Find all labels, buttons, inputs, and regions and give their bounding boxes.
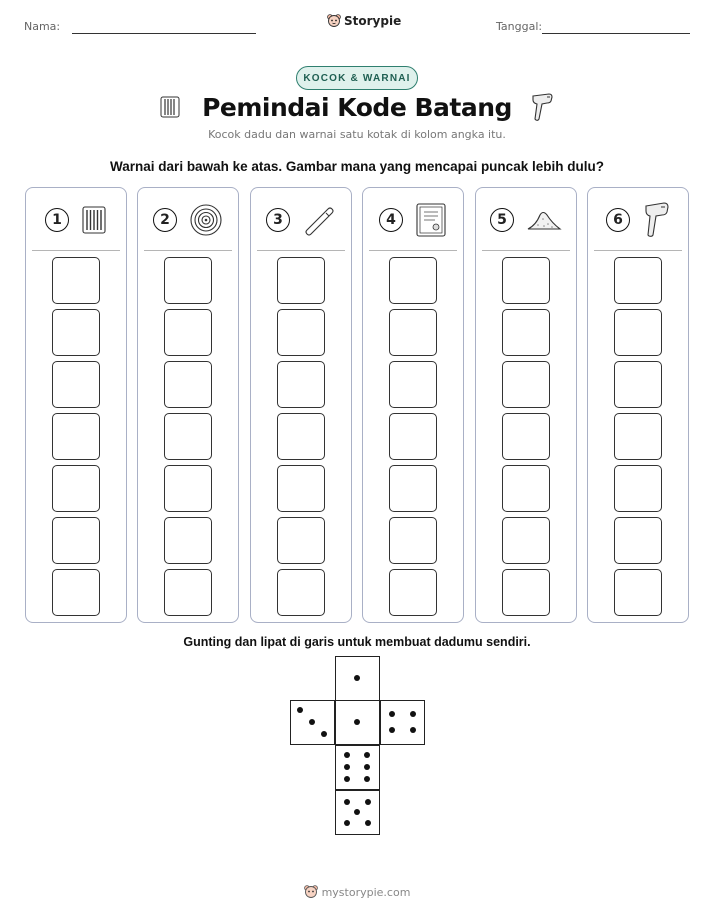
column-divider [369, 250, 457, 251]
die-face-1 [335, 656, 380, 701]
die-pip [344, 776, 350, 782]
column-header [588, 200, 688, 240]
column-header [138, 200, 238, 240]
color-box[interactable] [52, 257, 100, 304]
column-number: 6 [606, 208, 630, 232]
die-face-1 [335, 700, 380, 745]
column-number: 4 [379, 208, 403, 232]
color-box[interactable] [52, 413, 100, 460]
activity-badge: KOCOK & WARNAI [296, 66, 418, 90]
color-box[interactable] [277, 413, 325, 460]
color-box[interactable] [614, 361, 662, 408]
die-pip [297, 707, 303, 713]
color-box[interactable] [164, 361, 212, 408]
color-box[interactable] [164, 569, 212, 616]
color-box[interactable] [614, 569, 662, 616]
color-box[interactable] [164, 517, 212, 564]
die-pip [321, 731, 327, 737]
die-pip [344, 752, 350, 758]
die-pip [365, 799, 371, 805]
die-pip [344, 820, 350, 826]
column-header [251, 200, 351, 240]
color-box[interactable] [389, 309, 437, 356]
column-1 [25, 187, 127, 623]
color-box[interactable] [277, 361, 325, 408]
column-header [476, 200, 576, 240]
barcode-icon [81, 205, 107, 235]
barcode-icon [160, 95, 180, 119]
color-box[interactable] [52, 361, 100, 408]
brand-name: Storypie [344, 14, 402, 28]
die-pip [344, 799, 350, 805]
brand-logo [327, 13, 401, 29]
color-box[interactable] [164, 309, 212, 356]
footer [0, 884, 714, 900]
color-box[interactable] [502, 517, 550, 564]
color-box[interactable] [502, 361, 550, 408]
color-box[interactable] [502, 569, 550, 616]
die-pip [389, 727, 395, 733]
column-number: 5 [490, 208, 514, 232]
color-box[interactable] [389, 413, 437, 460]
die-pip [410, 711, 416, 717]
certificate-icon [415, 202, 447, 238]
column-3 [250, 187, 352, 623]
barcode-scanner-icon [530, 92, 554, 122]
storypie-mascot-icon [304, 884, 318, 900]
die-pip [354, 809, 360, 815]
color-box[interactable] [502, 257, 550, 304]
color-box[interactable] [52, 309, 100, 356]
scan-wand-icon [302, 203, 336, 237]
die-pip [354, 719, 360, 725]
color-box[interactable] [277, 257, 325, 304]
die-face-6 [335, 745, 380, 790]
color-box[interactable] [52, 517, 100, 564]
column-header [363, 200, 463, 240]
column-divider [482, 250, 570, 251]
coloring-instruction: Warnai dari bawah ke atas. Gambar mana yang mencapai puncak lebih dulu? [110, 159, 604, 174]
color-box[interactable] [164, 257, 212, 304]
die-pip [389, 711, 395, 717]
die-pip [410, 727, 416, 733]
die-pip [309, 719, 315, 725]
color-box[interactable] [614, 465, 662, 512]
die-pip [364, 776, 370, 782]
date-label: Tanggal: [496, 20, 543, 33]
die-instruction: Gunting dan lipat di garis untuk membuat dadumu sendiri. [183, 635, 531, 649]
column-divider [32, 250, 120, 251]
column-4 [362, 187, 464, 623]
column-number: 2 [153, 208, 177, 232]
color-box[interactable] [164, 413, 212, 460]
column-2 [137, 187, 239, 623]
die-pip [365, 820, 371, 826]
die-pip [354, 675, 360, 681]
column-number: 1 [45, 208, 69, 232]
date-line[interactable] [542, 33, 690, 34]
color-box[interactable] [614, 413, 662, 460]
color-box[interactable] [614, 309, 662, 356]
color-box[interactable] [389, 465, 437, 512]
color-box[interactable] [614, 517, 662, 564]
subtitle: Kocok dadu dan warnai satu kotak di kolom angka itu. [208, 128, 506, 141]
color-box[interactable] [614, 257, 662, 304]
target-rings-icon [189, 203, 223, 237]
powder-pile-icon [526, 207, 562, 233]
die-face-3 [290, 700, 335, 745]
storypie-mascot-icon [327, 13, 341, 29]
color-box[interactable] [277, 465, 325, 512]
die-face-4 [380, 700, 425, 745]
color-box[interactable] [164, 465, 212, 512]
page-title: Pemindai Kode Batang [202, 92, 512, 122]
column-header [26, 200, 126, 240]
color-box[interactable] [277, 569, 325, 616]
column-6 [587, 187, 689, 623]
name-label: Nama: [24, 20, 61, 33]
barcode-scanner-icon [642, 201, 670, 239]
column-divider [144, 250, 232, 251]
color-box[interactable] [389, 517, 437, 564]
color-box[interactable] [502, 309, 550, 356]
color-box[interactable] [389, 569, 437, 616]
color-box[interactable] [52, 569, 100, 616]
color-box[interactable] [502, 465, 550, 512]
column-divider [257, 250, 345, 251]
footer-url: mystorypie.com [321, 885, 411, 899]
color-box[interactable] [52, 465, 100, 512]
color-box[interactable] [277, 517, 325, 564]
color-box[interactable] [389, 257, 437, 304]
die-pip [364, 764, 370, 770]
color-box[interactable] [277, 309, 325, 356]
color-box[interactable] [502, 413, 550, 460]
die-face-5 [335, 790, 380, 835]
column-5 [475, 187, 577, 623]
color-box[interactable] [389, 361, 437, 408]
column-divider [594, 250, 682, 251]
title-row [0, 92, 714, 122]
die-pip [364, 752, 370, 758]
name-line[interactable] [72, 33, 256, 34]
die-pip [344, 764, 350, 770]
column-number: 3 [266, 208, 290, 232]
